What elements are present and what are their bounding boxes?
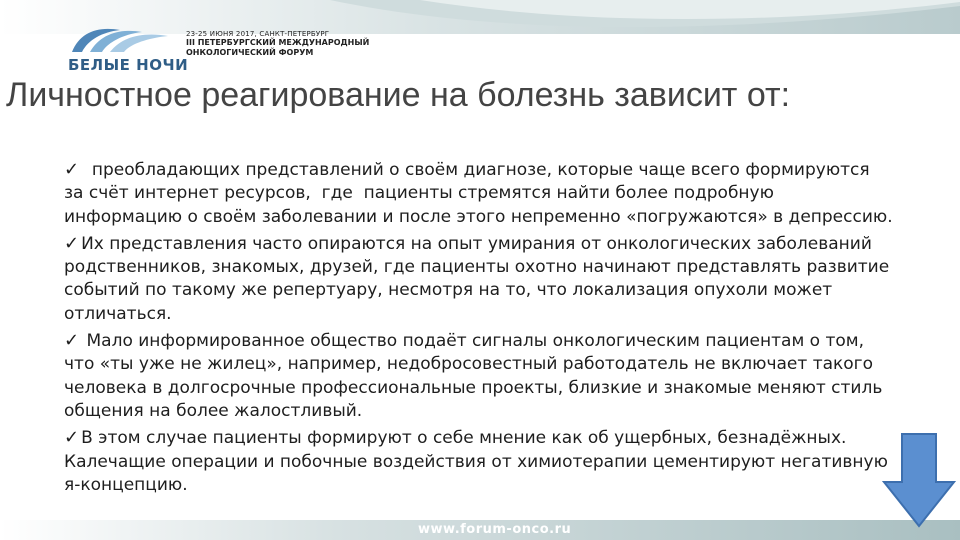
logo-mark-icon	[68, 24, 178, 54]
bullet-text: Мало информированное общество подаёт сигналы онкологическим пациентам о том, что «ты уже не жилец», например, недобросовестный работодатель не включает такого человека в долгосрочные профессиональные проекты, близкие и знакомые меняют стиль общения на более жалостливый.	[64, 331, 888, 421]
slide-title: Личностное реагирование на болезнь зависит от:	[6, 76, 791, 114]
logo-text: БЕЛЫЕ НОЧИ	[68, 56, 189, 74]
slide-body	[64, 158, 894, 500]
forum-logo	[68, 24, 189, 74]
event-name-line2: ОНКОЛОГИЧЕСКИЙ ФОРУМ	[186, 48, 314, 57]
bullet-item	[64, 158, 894, 229]
bullet-item	[64, 232, 894, 326]
bullet-text: Их представления часто опираются на опыт умирания от онкологических заболеваний родственников, знакомых, друзей, где пациенты охотно начинают представлять развитие событий по такому же репертуару, несмотря на то, что локализация опухоли может отличаться.	[64, 233, 890, 324]
checkmark-icon: ✓	[64, 427, 80, 449]
checkmark-icon: ✓	[64, 330, 80, 352]
event-info	[186, 30, 369, 58]
down-arrow-icon[interactable]	[882, 432, 956, 528]
checkmark-icon: ✓	[64, 232, 80, 254]
bullet-text: В этом случае пациенты формируют о себе мнение как об ущербных, безнадёжных. Калечащие операции и побочные воздействия от химиотерапии цементируют негативную я-концепцию.	[64, 428, 894, 495]
bullet-item	[64, 426, 894, 497]
footer-url: www.forum-onco.ru	[418, 522, 572, 537]
bullet-item	[64, 329, 894, 423]
event-dates: 23-25 ИЮНЯ 2017, САНКТ-ПЕТЕРБУРГ	[186, 30, 330, 38]
event-name-line1: III ПЕТЕРБУРГСКИЙ МЕЖДУНАРОДНЫЙ	[186, 38, 370, 47]
checkmark-icon: ✓	[64, 159, 80, 180]
bullet-text: преобладающих представлений о своём диагнозе, которые чаще всего формируются за счёт интернет ресурсов, где пациенты стремятся найти более подробную информацию о своём заболевании и после этого непременно «погружаются» в депрессию.	[64, 160, 893, 227]
